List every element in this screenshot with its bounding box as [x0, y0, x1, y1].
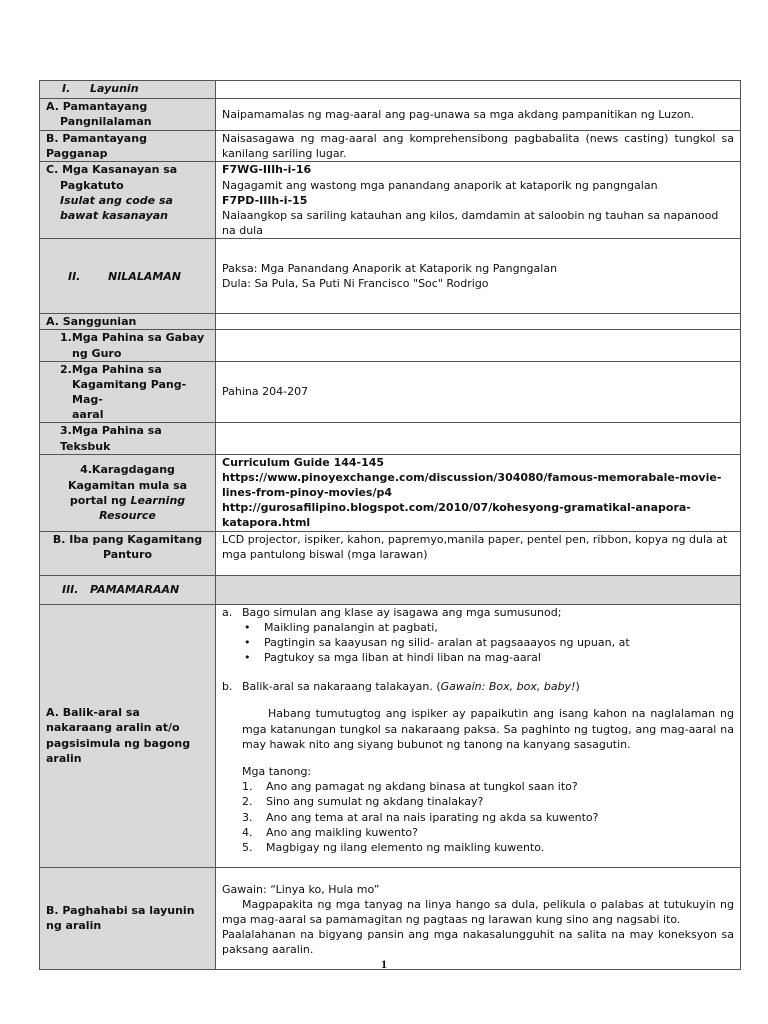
label-italic: Learning [130, 493, 186, 507]
activity-title: Gawain: “Linya ko, Hula mo” [222, 882, 380, 896]
activity-description: Magpapakita ng mga tanyag na linya hango sa dula, pelikula o palabas at tutukuyin ng mga mag-aaral sa pamamagitan ng pagtaas ng larawan kung sino ang nagsabi ito. [222, 897, 734, 926]
label-line: Pagkatuto [60, 178, 124, 192]
row-references [40, 314, 741, 330]
question-number: 1. [242, 780, 253, 794]
purpose-label: B. Paghahabi sa layunin ng aralin [40, 867, 216, 969]
list-item-text: Pagtukoy sa mga liban at hindi liban na mag-aaral [264, 651, 541, 665]
row-content-standard [40, 99, 741, 131]
row-textbook [40, 423, 741, 454]
label-line: Resource [99, 508, 156, 522]
label-line: 1.Mga Pahina sa Gabay [60, 331, 205, 345]
lr-portal-value [216, 454, 741, 531]
competency-text: Naiaangkop sa sariling katauhan ang kilos, damdamin at saloobin ng tauhan sa napanood na dula [222, 208, 719, 238]
row-learning-competencies [40, 162, 741, 239]
question-item [242, 840, 734, 855]
label-line: aaral [72, 408, 104, 422]
label-line: 4.Karagdagang [80, 463, 175, 477]
content-standard-value: Naipamamalas ng mag-aaral ang pag-unawa sa mga akdang pampanitikan ng Luzon. [216, 99, 741, 131]
label-line: B. Iba pang Kagamitang [52, 532, 203, 546]
row-purpose [40, 867, 741, 969]
label-line: Panturo [102, 547, 153, 561]
questions-list [222, 779, 734, 855]
section-number: I. [62, 82, 71, 95]
teacher-guide-label [40, 330, 216, 361]
section-number: III. [62, 583, 79, 597]
row-review [40, 604, 741, 867]
opening-activities-list [222, 620, 734, 666]
section-number: II. [68, 269, 81, 283]
question-text: Sino ang sumulat ng akdang tinalakay? [266, 795, 484, 809]
step-a [222, 605, 734, 620]
step-text-main: Balik-aral sa nakaraang talakayan. ( [242, 680, 441, 694]
label-line: Kagamitang Pang-Mag- [72, 377, 187, 407]
row-performance-standard [40, 131, 741, 162]
content-play: Dula: Sa Pula, Sa Puti Ni Francisco "Soc" Rodrigo [222, 277, 489, 291]
learner-materials-value: Pahina 204-207 [216, 361, 741, 423]
label-line: C. Mga Kasanayan sa [46, 163, 178, 177]
learning-competencies-value [216, 162, 741, 239]
question-item [242, 825, 734, 840]
question-text: Ano ang maikling kuwento? [266, 825, 418, 839]
row-objectives-header [40, 81, 741, 99]
review-value [216, 604, 741, 867]
question-number: 4. [242, 825, 253, 839]
step-text: Bago simulan ang klase ay isagawa ang mga sumusunod; [242, 605, 562, 619]
question-text: Ano ang tema at aral na nais iparating ng akda sa kuwento? [266, 810, 599, 824]
label-line [46, 493, 209, 508]
step-marker: b. [222, 680, 233, 694]
purpose-value [216, 867, 741, 969]
competency-code: F7PD-IIIh-i-15 [222, 193, 308, 207]
empty-cell [216, 575, 741, 604]
row-procedure-header [40, 575, 741, 604]
competency-code: F7WG-IIIh-i-16 [222, 163, 312, 177]
question-item [242, 779, 734, 794]
question-item [242, 794, 734, 809]
step-b [222, 679, 734, 694]
section-title: PAMAMARAAN [90, 583, 180, 597]
bullet-icon: • [244, 635, 251, 649]
section-content-header [40, 239, 216, 314]
question-item [242, 810, 734, 825]
performance-standard-label: B. Pamantayang Pagganap [40, 131, 216, 162]
resource-link: http://gurosafilipino.blogspot.com/2010/07/kohesyong-gramatikal-anapora-katapora.html [222, 501, 691, 530]
step-marker: a. [222, 605, 233, 619]
resource-item: Curriculum Guide 144-145 [222, 455, 385, 469]
content-topic: Paksa: Mga Panandang Anaporik at Kataporik ng Pangngalan [222, 262, 558, 276]
activity-description: Habang tumutugtog ang ispiker ay papaikutin ang isang kahon na naglalaman ng mga katanungan tungkol sa nakaraang paksa. Sa paghinto ng tugtog, ang mag-aaral na may hawak nito ang siyang bubunot ng tanong na kanyang sasagutin. [242, 707, 734, 751]
bullet-icon: • [244, 620, 251, 634]
step-text [242, 679, 580, 694]
bullet-icon: • [244, 651, 251, 665]
learning-competencies-label [40, 162, 216, 239]
section-title: NILALAMAN [108, 269, 182, 283]
question-number: 2. [242, 795, 253, 809]
empty-cell [216, 330, 741, 361]
activity-name: Gawain: Box, box, baby! [440, 680, 576, 694]
empty-cell [216, 314, 741, 330]
empty-cell [216, 423, 741, 454]
competency-text: Nagagamit ang wastong mga panandang anaporik at kataporik ng pangngalan [222, 178, 658, 192]
other-materials-label [40, 531, 216, 575]
list-item-text: Maikling panalangin at pagbati, [264, 620, 438, 634]
row-teacher-guide [40, 330, 741, 361]
page-number: 1 [381, 957, 387, 971]
row-other-materials [40, 531, 741, 575]
row-learner-materials [40, 361, 741, 423]
row-lr-portal [40, 454, 741, 531]
lesson-plan-table [39, 80, 741, 970]
section-objectives-header [40, 81, 216, 99]
question-text: Magbigay ng ilang elemento ng maikling kuwento. [266, 840, 545, 854]
label-line: Kagamitan mula sa [67, 478, 188, 492]
label-line: Pangnilalaman [60, 115, 152, 129]
activity-reminder: Paalalahanan na bigyang pansin ang mga nakasalungguhit na salita na may koneksyon sa paksang aaralin. [222, 928, 734, 957]
questions-label: Mga tanong: [242, 764, 312, 778]
row-content-header [40, 239, 741, 314]
list-item [242, 650, 734, 665]
section-title: Layunin [90, 82, 139, 95]
resource-link: https://www.pinoyexchange.com/discussion/304080/famous-memorabale-movie-lines-from-pinoy-movies/p4 [222, 470, 722, 500]
label-line: A. Pamantayang [46, 100, 148, 113]
performance-standard-value: Naisasagawa ng mag-aaral ang komprehensibong pagbabalita (news casting) tungkol sa kanilang sariling lugar. [216, 131, 741, 162]
question-number: 3. [242, 810, 253, 824]
label-line: 3.Mga Pahina sa Teksbuk [60, 424, 162, 453]
content-value [216, 239, 741, 314]
label-line: 2.Mga Pahina sa [60, 362, 162, 376]
content-standard-label [40, 99, 216, 131]
label-text: portal ng [69, 493, 127, 507]
label-line: ng Guro [72, 346, 122, 360]
references-label: A. Sanggunian [40, 314, 216, 330]
list-item [242, 620, 734, 635]
list-item [242, 635, 734, 650]
question-text: Ano ang pamagat ng akdang binasa at tungkol saan ito? [266, 780, 578, 794]
section-procedure-header [40, 575, 216, 604]
learner-materials-label [40, 361, 216, 423]
empty-cell [216, 81, 741, 99]
label-note: Isulat ang code sa bawat kasanayan [60, 193, 173, 222]
review-label: A. Balik-aral sa nakaraang aralin at/o pagsisimula ng bagong aralin [40, 604, 216, 867]
question-number: 5. [242, 840, 253, 854]
lr-portal-label [40, 454, 216, 531]
textbook-label [40, 423, 216, 454]
step-text-close: ) [575, 680, 580, 694]
list-item-text: Pagtingin sa kaayusan ng silid- aralan at pagsaaayos ng upuan, at [264, 635, 630, 649]
other-materials-value: LCD projector, ispiker, kahon, papremyo,manila paper, pentel pen, ribbon, kopya ng dula at mga pantulong biswal (mga larawan) [216, 531, 741, 575]
